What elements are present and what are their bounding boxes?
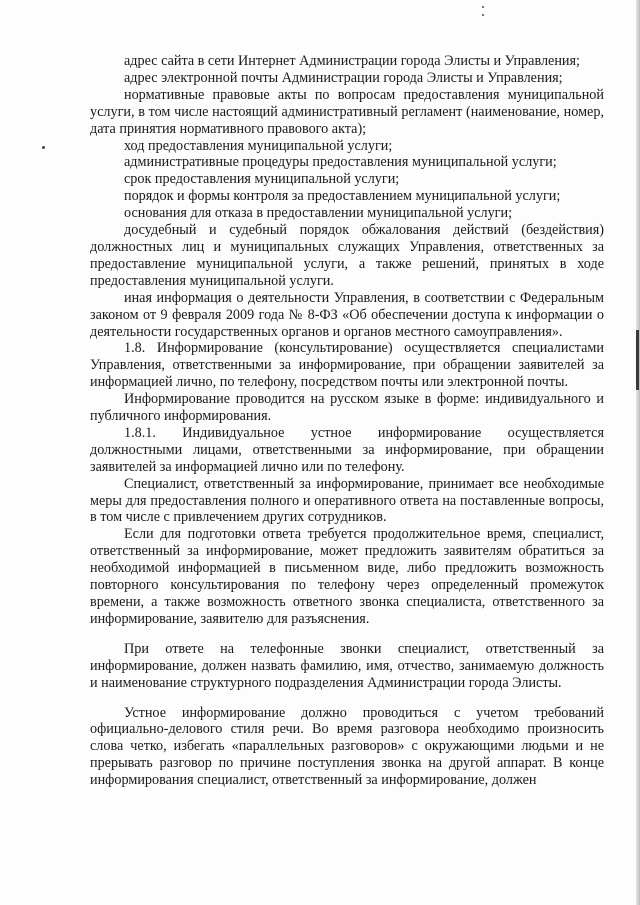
paragraph: ход предоставления муниципальной услуги;: [124, 137, 393, 154]
paragraph: досудебный и судебный порядок обжалования действий (бездействия) должностных лиц и муниципальных служащих Управления, ответственных за предоставление муниципальной услуги, а также решений, принятых в ходе предоставления муниципальной услуги.: [90, 222, 604, 289]
paragraph: Если для подготовки ответа требуется продолжительное время, специалист, ответственный за информирование, может предложить заявителям обратиться за необходимой информацией в письменном виде, либо предложить возможность повторного консультирования по телефону через определенный промежуток времени, а также возможность ответного звонка специалиста, ответственного за информирование, заявителю для разъяснения.: [90, 526, 604, 627]
paragraph: адрес сайта в сети Интернет Администрации города Элисты и Управления;: [124, 53, 580, 69]
paragraph: основания для отказа в предоставлении муниципальной услуги;: [124, 205, 513, 222]
paragraph: административные процедуры предоставления муниципальной услуги;: [124, 154, 557, 171]
document-body: [90, 53, 604, 789]
paragraph: 1.8. Информирование (консультирование) осуществляется специалистами Управления, ответственными за информирование, при обращении заявителей за информацией лично, по телефону, посредством почты или электронной почты.: [90, 340, 604, 391]
scan-mark: [636, 330, 639, 390]
scan-speck: [482, 14, 484, 16]
paragraph: Информирование проводится на русском языке в форме: индивидуального и публичного информирования.: [90, 391, 604, 425]
paragraph: иная информация о деятельности Управления, в соответствии с Федеральным законом от 9 февраля 2009 года № 8-ФЗ «Об обеспечении доступа к информации о деятельности государственных органов и органов местного самоуправления».: [90, 289, 604, 340]
paragraph: срок предоставления муниципальной услуги;: [124, 171, 400, 188]
paragraph: нормативные правовые акты по вопросам предоставления муниципальной услуги, в том числе настоящий административный регламент (наименование, номер, дата принятия нормативного правового акта);: [90, 86, 604, 137]
paragraph: При ответе на телефонные звонки специалист, ответственный за информирование, должен назвать фамилию, имя, отчество, занимаемую должность и наименование структурного подразделения Администрации города Элисты.: [90, 640, 604, 691]
paragraph: адрес электронной почты Администрации города Элисты и Управления;: [124, 69, 563, 86]
scan-edge: [636, 0, 640, 905]
scan-speck: [482, 6, 484, 8]
paragraph: порядок и формы контроля за предоставлением муниципальной услуги;: [124, 188, 561, 205]
scan-speck: [42, 146, 45, 149]
paragraph: Устное информирование должно проводиться с учетом требований официально-делового стиля речи. Во время разговора необходимо произносить слова четко, избегать «параллельных разговоров» с окружающими людьми и не прерывать разговор по причине поступления звонка на другой аппарат. В конце информирования специалист, ответственный за информирование, должен: [90, 704, 604, 789]
paragraph: Специалист, ответственный за информирование, принимает все необходимые меры для предоставления полного и оперативного ответа на поставленные вопросы, в том числе с привлечением других сотрудников.: [90, 475, 604, 526]
paragraph: 1.8.1. Индивидуальное устное информирование осуществляется должностными лицами, ответственными за информирование, при обращении заявителей за информацией лично или по телефону.: [90, 424, 604, 475]
